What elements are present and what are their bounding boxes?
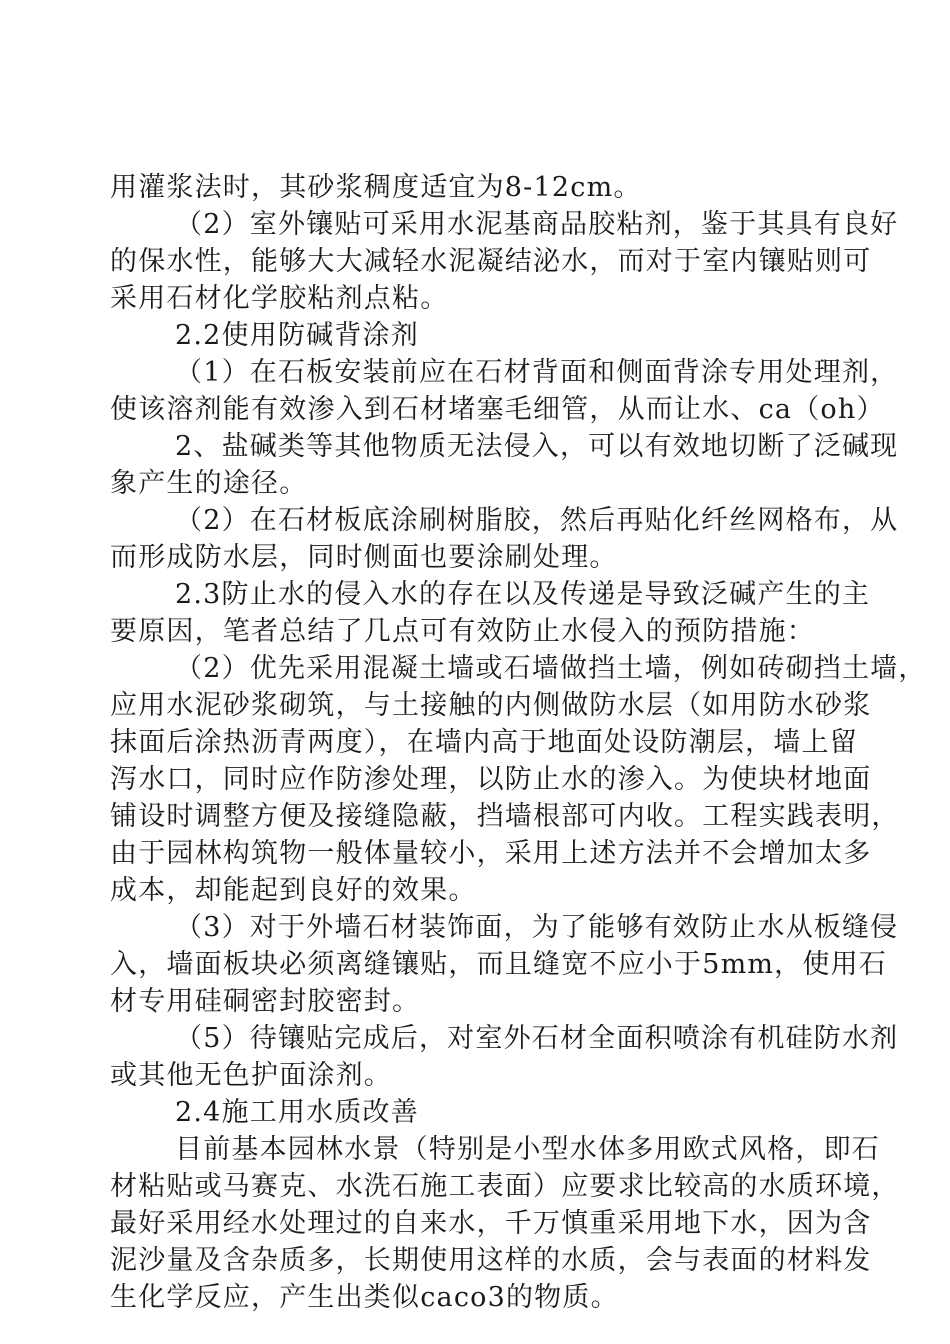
text-line: （1）在石板安装前应在石材背面和侧面背涂专用处理剂，: [175, 357, 899, 388]
text-line: 或其他无色护面涂剂。: [110, 1060, 392, 1091]
text-line: 采用石材化学胶粘剂点粘。: [110, 283, 449, 314]
text-line: 最好采用经水处理过的自来水，千万慎重采用地下水，因为含: [110, 1208, 872, 1239]
text-line: 要原因，笔者总结了几点可有效防止水侵入的预防措施：: [110, 616, 815, 647]
text-line: 泥沙量及含杂质多，长期使用这样的水质，会与表面的材料发: [110, 1245, 872, 1276]
text-line: （5）待镶贴完成后，对室外石材全面积喷涂有机硅防水剂: [175, 1023, 899, 1054]
text-line: 抹面后涂热沥青两度），在墙内高于地面处设防潮层，墙上留: [110, 727, 858, 758]
text-line: 2、盐碱类等其他物质无法侵入，可以有效地切断了泛碱现: [175, 431, 899, 462]
text-line: 应用水泥砂浆砌筑，与土接触的内侧做防水层（如用防水砂浆: [110, 690, 872, 721]
text-line: 泻水口，同时应作防渗处理，以防止水的渗入。为使块材地面: [110, 764, 872, 795]
section-heading: 2.4施工用水质改善: [175, 1097, 419, 1128]
text-line: 材粘贴或马赛克、水洗石施工表面）应要求比较高的水质环境，: [110, 1171, 900, 1202]
text-line: 用灌浆法时，其砂浆稠度适宜为8-12cm。: [110, 172, 642, 203]
text-line: （2）在石材板底涂刷树脂胶，然后再贴化纤丝网格布，从: [175, 505, 899, 536]
text-line: 使该溶剂能有效渗入到石材堵塞毛细管，从而让水、ca（oh）: [110, 394, 885, 425]
text-line: 成本，却能起到良好的效果。: [110, 875, 477, 906]
text-line: 象产生的途径。: [110, 468, 308, 499]
text-line: 而形成防水层，同时侧面也要涂刷处理。: [110, 542, 618, 573]
text-line: 由于园林构筑物一般体量较小，采用上述方法并不会增加太多: [110, 838, 872, 869]
text-line: 生化学反应，产生出类似caco3的物质。: [110, 1282, 619, 1313]
text-line: （2）室外镶贴可采用水泥基商品胶粘剂，鉴于其具有良好: [175, 209, 899, 240]
text-line: 入，墙面板块必须离缝镶贴，而且缝宽不应小于5mm，使用石: [110, 949, 887, 980]
text-line: 铺设时调整方便及接缝隐蔽，挡墙根部可内收。工程实践表明，: [110, 801, 900, 832]
section-heading: 2.3防止水的侵入水的存在以及传递是导致泛碱产生的主: [175, 579, 871, 610]
text-line: 的保水性，能够大大减轻水泥凝结泌水，而对于室内镶贴则可: [110, 246, 872, 277]
text-line: 目前基本园林水景（特别是小型水体多用欧式风格，即石: [175, 1134, 880, 1165]
text-line: 材专用硅硐密封胶密封。: [110, 986, 421, 1017]
text-line: （3）对于外墙石材装饰面，为了能够有效防止水从板缝侵: [175, 912, 899, 943]
section-heading: 2.2使用防碱背涂剂: [175, 320, 419, 351]
text-line: （2）优先采用混凝土墙或石墙做挡土墙，例如砖砌挡土墙，: [175, 653, 927, 684]
